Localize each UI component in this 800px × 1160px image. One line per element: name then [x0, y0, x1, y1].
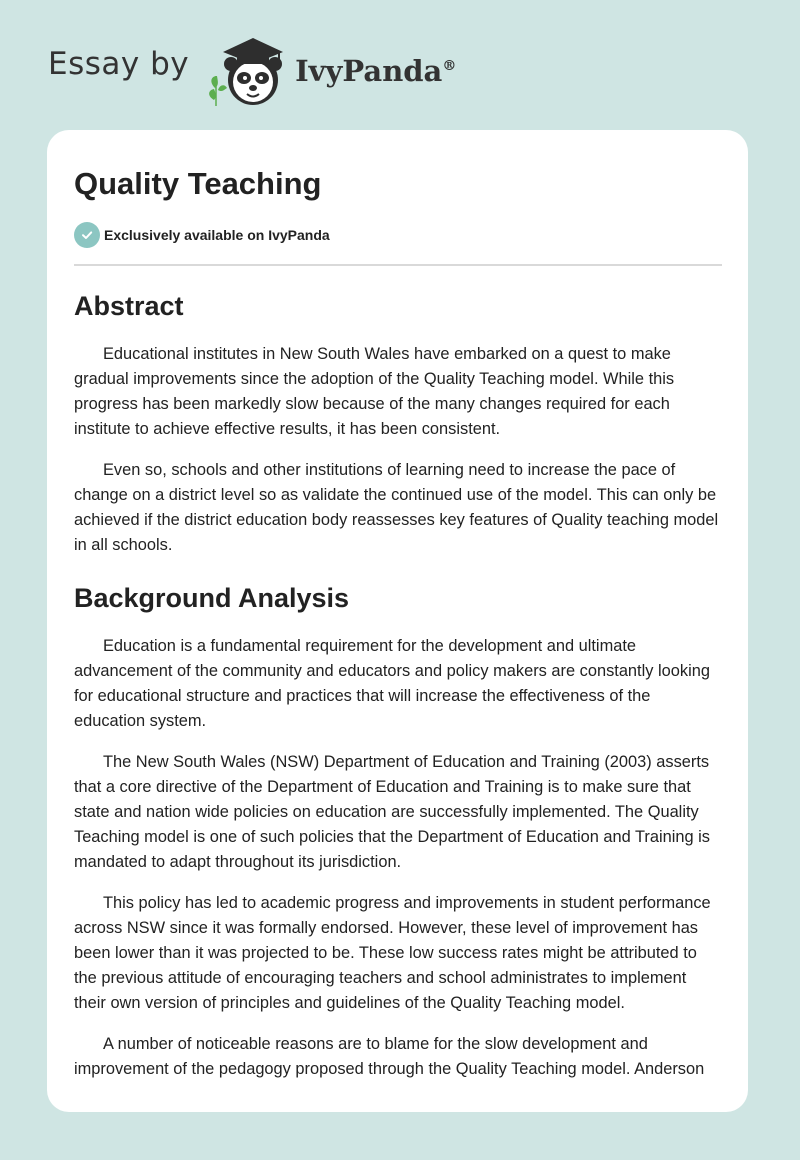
paragraph: This policy has led to academic progress and improvements in student performance across NSW since it was formally endorsed. However, these level of improvement has been lower than it was projected to be. These low success rates might be attributed to the previous attitude of encouraging teachers and school administrates to implement their own version of principles and guidelines of the Quality Teaching model.: [74, 894, 711, 1012]
section-heading: Abstract: [74, 291, 184, 321]
paragraph: The New South Wales (NSW) Department of Education and Training (2003) asserts that a core directive of the Department of Education and Training is to make sure that state and nation wide policies on education are successfully implemented. The Quality Teaching model is one of such policies that the Department of Education and Training is mandated to adapt throughout its jurisdiction.: [74, 753, 710, 871]
page-title: Quality Teaching: [74, 166, 322, 201]
section-heading: Background Analysis: [74, 583, 350, 613]
ivypanda-logo-icon[interactable]: [205, 30, 291, 110]
brand-name[interactable]: [295, 54, 456, 88]
check-circle-icon: [74, 222, 100, 248]
section-background-analysis: [74, 580, 722, 1082]
badge-text: Exclusively available on IvyPanda: [104, 227, 330, 243]
registered-mark: ®: [442, 58, 457, 74]
article-card: [47, 130, 748, 1112]
paragraph: A number of noticeable reasons are to blame for the slow development and improvement of the pedagogy proposed through the Quality Teaching model. Anderson: [74, 1035, 705, 1078]
title-divider: [74, 264, 722, 266]
brand-header: [48, 30, 456, 110]
exclusive-badge: [74, 222, 722, 248]
brand-name-text: IvyPanda: [295, 54, 443, 88]
paragraph: Educational institutes in New South Wales have embarked on a quest to make gradual improvements since the adoption of the Quality Teaching model. While this progress has been markedly slow because of the many changes required for each institute to achieve effective results, it has been consistent.: [74, 345, 675, 438]
section-abstract: [74, 288, 722, 558]
paragraph: Even so, schools and other institutions of learning need to increase the pace of change on a district level so as validate the continued use of the model. This can only be achieved if the district education body reassesses key features of Quality teaching model in all schools.: [74, 461, 719, 554]
brand-prefix: Essay by: [48, 46, 190, 82]
paragraph: Education is a fundamental requirement for the development and ultimate advancement of the community and educators and policy makers are constantly looking for educational structure and practices that will increase the effectiveness of the education system.: [74, 637, 710, 730]
